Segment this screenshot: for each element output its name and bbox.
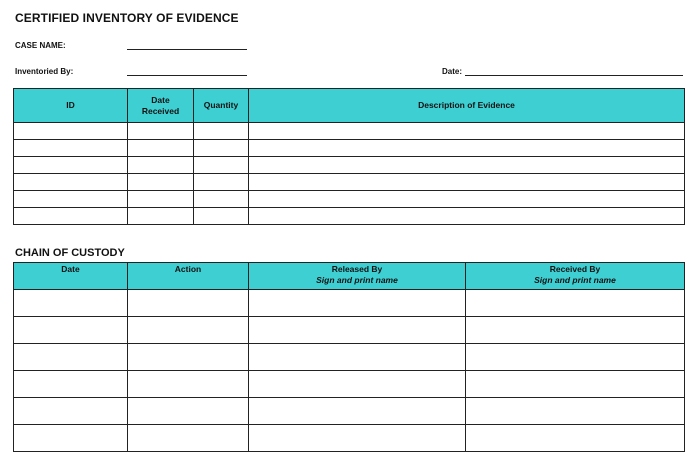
header-description: Description of Evidence: [249, 89, 685, 123]
date-cell[interactable]: [14, 371, 128, 398]
quantity-cell[interactable]: [194, 191, 249, 208]
action-cell[interactable]: [128, 290, 249, 317]
date-cell[interactable]: [14, 425, 128, 452]
header-quantity: Quantity: [194, 89, 249, 123]
chain-of-custody-title: CHAIN OF CUSTODY: [15, 247, 125, 259]
table-row: [14, 344, 685, 371]
description-cell[interactable]: [249, 157, 685, 174]
received-by-cell[interactable]: [466, 290, 685, 317]
description-cell[interactable]: [249, 208, 685, 225]
date-cell[interactable]: [14, 317, 128, 344]
table-row: [14, 398, 685, 425]
inventoried-by-label: Inventoried By:: [15, 67, 74, 76]
released-by-cell[interactable]: [249, 398, 466, 425]
header-received-by: Received By Sign and print name: [466, 263, 685, 290]
header-action: Action: [128, 263, 249, 290]
table-row: [14, 157, 685, 174]
table-row: [14, 123, 685, 140]
id-cell[interactable]: [14, 208, 128, 225]
id-cell[interactable]: [14, 123, 128, 140]
date-cell[interactable]: [14, 290, 128, 317]
date-received-cell[interactable]: [128, 123, 194, 140]
custody-header-row: [14, 263, 685, 290]
received-by-cell[interactable]: [466, 317, 685, 344]
table-row: [14, 191, 685, 208]
date-received-cell[interactable]: [128, 157, 194, 174]
date-cell[interactable]: [14, 344, 128, 371]
header-released-by: Released By Sign and print name: [249, 263, 466, 290]
table-row: [14, 208, 685, 225]
date-received-cell[interactable]: [128, 191, 194, 208]
description-cell[interactable]: [249, 174, 685, 191]
quantity-cell[interactable]: [194, 157, 249, 174]
table-row: [14, 371, 685, 398]
date-field[interactable]: [465, 75, 683, 76]
case-name-label: CASE NAME:: [15, 41, 66, 50]
date-received-cell[interactable]: [128, 140, 194, 157]
id-cell[interactable]: [14, 157, 128, 174]
action-cell[interactable]: [128, 398, 249, 425]
header-date-received: Date Received: [128, 89, 194, 123]
quantity-cell[interactable]: [194, 123, 249, 140]
id-cell[interactable]: [14, 191, 128, 208]
action-cell[interactable]: [128, 371, 249, 398]
released-by-cell[interactable]: [249, 290, 466, 317]
released-by-cell[interactable]: [249, 344, 466, 371]
received-by-cell[interactable]: [466, 425, 685, 452]
date-received-cell[interactable]: [128, 174, 194, 191]
quantity-cell[interactable]: [194, 208, 249, 225]
inventory-header-row: [14, 89, 685, 123]
description-cell[interactable]: [249, 140, 685, 157]
received-by-cell[interactable]: [466, 344, 685, 371]
action-cell[interactable]: [128, 344, 249, 371]
action-cell[interactable]: [128, 317, 249, 344]
table-row: [14, 140, 685, 157]
description-cell[interactable]: [249, 123, 685, 140]
description-cell[interactable]: [249, 191, 685, 208]
header-id: ID: [14, 89, 128, 123]
header-date: Date: [14, 263, 128, 290]
table-row: [14, 425, 685, 452]
table-row: [14, 174, 685, 191]
id-cell[interactable]: [14, 174, 128, 191]
received-by-cell[interactable]: [466, 371, 685, 398]
released-by-cell[interactable]: [249, 425, 466, 452]
action-cell[interactable]: [128, 425, 249, 452]
date-cell[interactable]: [14, 398, 128, 425]
date-label: Date:: [442, 67, 463, 76]
released-by-cell[interactable]: [249, 371, 466, 398]
id-cell[interactable]: [14, 140, 128, 157]
form-title: CERTIFIED INVENTORY OF EVIDENCE: [15, 11, 239, 25]
table-row: [14, 290, 685, 317]
table-row: [14, 317, 685, 344]
released-by-cell[interactable]: [249, 317, 466, 344]
quantity-cell[interactable]: [194, 174, 249, 191]
received-by-subtitle: Sign and print name: [534, 275, 616, 285]
case-name-field[interactable]: [127, 49, 247, 50]
inventory-table: [13, 88, 685, 225]
inventoried-by-field[interactable]: [127, 75, 247, 76]
date-received-cell[interactable]: [128, 208, 194, 225]
received-by-cell[interactable]: [466, 398, 685, 425]
chain-of-custody-table: [13, 262, 685, 452]
quantity-cell[interactable]: [194, 140, 249, 157]
released-by-subtitle: Sign and print name: [316, 275, 398, 285]
